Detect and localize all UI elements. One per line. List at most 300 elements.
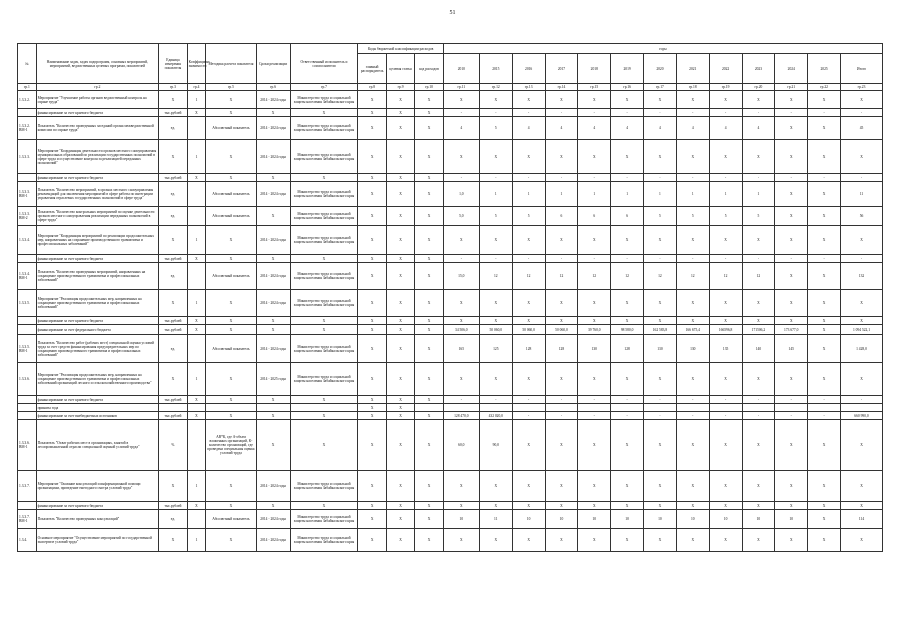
table-cell: - [709,396,742,404]
table-cell: X [611,502,644,510]
table-cell: - [840,396,882,404]
table-cell: 50 060,0 [479,325,512,335]
table-cell: X [290,396,358,404]
table-cell: X [358,502,386,510]
row-code [18,325,37,335]
table-cell: - [479,255,512,263]
table-cell: X [545,226,578,255]
header-total: Итого [840,54,882,84]
table-cell: 5 [742,207,775,226]
table-cell: X [358,529,386,552]
table-cell: X [578,91,611,109]
table-cell: X [256,502,290,510]
table-cell: - [611,109,644,117]
table-cell: Абсолютный показатель [206,335,256,363]
table-cell: X [386,140,414,174]
table-cell: - [512,174,545,182]
table-cell: % [159,420,187,471]
table-cell: X [415,317,443,325]
row-code: 1.3.3.6. [18,363,37,396]
table-cell: X [159,226,187,255]
column-number: гр.14 [545,84,578,91]
table-cell: X [386,502,414,510]
table-cell: - [676,109,709,117]
table-cell: X [290,109,358,117]
column-number: гр.19 [709,84,742,91]
header-year: 2016 [512,54,545,84]
table-cell: X [358,207,386,226]
table-cell: - [578,109,611,117]
table-row [18,471,883,502]
table-cell: X [206,502,256,510]
column-number: гр.10 [415,84,443,91]
table-cell: X [415,412,443,420]
table-cell: X [611,140,644,174]
table-row [18,109,883,117]
table-cell: тыс.рублей [159,109,187,117]
table-cell [187,510,206,529]
table-cell: 130 [578,335,611,363]
table-cell: 128 470,0 [443,412,479,420]
header-unit: Единица измерения показателя [159,44,187,84]
table-cell: X [358,335,386,363]
row-title: Мероприятие "Координация мероприятий по реализации продолжительных мер, направленных на сохранение производственного травматизма и профессиональных заболеваний" [36,226,159,255]
table-cell: Министерство труда и социальной защиты населения Забайкальского края [290,226,358,255]
table-cell: 166596,8 [709,325,742,335]
header-kbk-grbs: главный распорядитель [358,54,386,84]
table-cell: X [443,140,479,174]
table-cell: X [676,226,709,255]
table-cell: 12 [676,263,709,290]
table-cell: X [443,471,479,502]
table-cell: 125 [479,335,512,363]
row-title: Показатель "Количество контрольных мероприятий по оценке деятельности органов местного самоуправления реализации переданных полномочий в сфере труда" [36,207,159,226]
table-cell: - [512,255,545,263]
table-cell: X [512,91,545,109]
table-cell: X [840,140,882,174]
table-cell: 4 [512,117,545,140]
table-cell: X [676,529,709,552]
table-cell: 1 [187,290,206,317]
table-cell: 10 [709,510,742,529]
table-cell: X [545,471,578,502]
table-cell: - [443,255,479,263]
table-cell: 166 675,4 [676,325,709,335]
table-cell: X [443,226,479,255]
table-cell [187,335,206,363]
table-cell: X [386,404,414,412]
table-cell: - [742,412,775,420]
table-cell: 12 [545,263,578,290]
column-number: гр.21 [775,84,808,91]
table-cell: X [415,263,443,290]
table-cell: 5,0 [443,207,479,226]
table-cell: X [159,91,187,109]
table-cell: X [808,91,841,109]
table-cell: X [415,420,443,471]
table-cell: X [386,363,414,396]
table-cell: X [479,471,512,502]
table-cell: - [840,255,882,263]
table-cell [840,404,882,412]
table-cell: - [775,412,808,420]
table-cell: 12 [644,263,677,290]
table-cell: - [611,255,644,263]
table-cell: X [512,420,545,471]
header-year: 2019 [611,54,644,84]
table-cell: X [443,529,479,552]
table-cell: 11 [840,182,882,207]
table-cell: X [676,290,709,317]
table-cell: 1 [709,182,742,207]
table-cell: 1 [187,529,206,552]
table-cell: X [415,255,443,263]
table-cell: - [443,174,479,182]
table-cell: 60,0 [443,420,479,471]
table-cell: X [443,363,479,396]
header-num: № [18,44,37,84]
table-cell: ед. [159,263,187,290]
table-cell: X [545,317,578,325]
table-cell: X [775,117,808,140]
table-cell: X [358,182,386,207]
table-cell: X [512,140,545,174]
table-cell: X [187,325,206,335]
table-cell: 2014 - 2024 годы [256,263,290,290]
table-cell: X [611,290,644,317]
header-name: Наименование задач, задач подпрограмм, основных мероприятий, мероприятий, ведомственных целевых программ, показателей [36,44,159,84]
table-cell: X [415,363,443,396]
table-cell: Министерство труда и социальной защиты населения Забайкальского края [290,290,358,317]
column-number: гр.8 [358,84,386,91]
table-cell: X [415,471,443,502]
table-cell: X [290,412,358,420]
table-row [18,317,883,325]
table-cell: X [206,109,256,117]
table-cell: - [479,109,512,117]
table-cell: X [808,140,841,174]
table-cell: X [709,529,742,552]
table-cell: X [676,91,709,109]
row-code [18,502,37,510]
row-code: 1.3.3.3. ВМ-2 [18,207,37,226]
table-cell: 660 990,0 [840,412,882,420]
table-cell: X [386,174,414,182]
table-cell: - [775,255,808,263]
row-code: 1.3.3.2. [18,91,37,109]
column-number-row [18,84,883,91]
table-cell: X [415,335,443,363]
table-cell [709,404,742,412]
table-cell: - [709,109,742,117]
table-cell: X [578,140,611,174]
table-cell: 1 [187,91,206,109]
table-cell: X [775,140,808,174]
table-cell: X [808,420,841,471]
row-title: финансирование за счет федерального бюджета [36,325,159,335]
table-row [18,335,883,363]
table-cell: Министерство труда и социальной защиты населения Забайкальского края [290,117,358,140]
table-cell: - [709,174,742,182]
table-cell: X [709,502,742,510]
table-cell: - [479,174,512,182]
table-cell: X [808,471,841,502]
table-cell: Министерство труда и социальной защиты населения Забайкальского края [290,471,358,502]
table-cell: X [775,226,808,255]
table-cell: Министерство труда и социальной защиты населения Забайкальского края [290,529,358,552]
table-cell: X [290,255,358,263]
table-cell: Абсолютный показатель [206,117,256,140]
table-cell: 1 [742,182,775,207]
table-cell: X [742,226,775,255]
table-cell: - [742,174,775,182]
table-cell: X [775,317,808,325]
table-cell: X [578,363,611,396]
table-cell: X [256,396,290,404]
table-cell: X [206,363,256,396]
table-cell: X [808,117,841,140]
table-cell: 5 [512,207,545,226]
row-code: 1.3.3.6. ВМ-1 [18,420,37,471]
header-year: 2020 [644,54,677,84]
row-title: Основное мероприятие "Осуществление мероприятий по государственной экспертизе условий труда" [36,529,159,552]
table-cell [775,404,808,412]
column-number: гр.4 [187,84,206,91]
row-code: 1.3.3.2. ВМ-1 [18,117,37,140]
row-title: Мероприятие "Реализация продолжительных мер, направленных на сокращение производственного травматизма и профессиональных заболеваний организаций лесного и сельскохозяйственного производства" [36,363,159,396]
table-cell: - [644,396,677,404]
table-cell: - [775,174,808,182]
table-cell: X [808,263,841,290]
table-cell: X [840,471,882,502]
table-cell: - [840,174,882,182]
row-title: Мероприятие "Оказание консультаций и информационной помощи организациям, проведение ежегодного смотра условий труда" [36,471,159,502]
table-cell: 2014 - 2024 годы [256,117,290,140]
table-cell: X [676,140,709,174]
table-cell: ед. [159,117,187,140]
table-cell: X [840,529,882,552]
header-year: 2010 [443,54,479,84]
table-cell: X [386,420,414,471]
table-row [18,510,883,529]
table-cell: 1,0 [443,182,479,207]
table-cell: X [386,91,414,109]
table-cell: - [808,109,841,117]
table-cell: X [742,363,775,396]
table-cell: X [840,226,882,255]
table-cell: 128 [611,335,644,363]
table-cell: 10 [611,510,644,529]
table-cell: ед. [159,182,187,207]
table-cell: X [808,290,841,317]
table-cell: Министерство труда и социальной защиты населения Забайкальского края [290,510,358,529]
table-cell: X [775,91,808,109]
table-cell: X [512,290,545,317]
table-cell: X [676,363,709,396]
table-cell: X [415,109,443,117]
table-cell: тыс.рублей [159,317,187,325]
table-cell: X [386,263,414,290]
table-cell: X [415,207,443,226]
header-years-group: годы [443,44,882,54]
table-cell: X [290,502,358,510]
table-cell: X [775,363,808,396]
column-number: гр.17 [644,84,677,91]
table-cell: X [187,317,206,325]
table-cell: X [187,502,206,510]
table-cell: X [644,420,677,471]
table-cell: тыс.рублей [159,502,187,510]
table-cell: X [479,317,512,325]
table-cell: X [644,91,677,109]
table-cell [644,404,677,412]
table-cell: X [676,502,709,510]
column-number: гр.2 [36,84,159,91]
table-cell: X [206,290,256,317]
table-cell: X [386,325,414,335]
table-cell: X [808,207,841,226]
table-cell: X [808,510,841,529]
table-cell: 1 [187,226,206,255]
table-cell: 10 [775,510,808,529]
header-kbk-target: целевая статья [386,54,414,84]
column-number: гр.13 [512,84,545,91]
table-cell: X [709,471,742,502]
table-cell [290,404,358,412]
table-cell: X [742,91,775,109]
table-cell: 173 677,0 [775,325,808,335]
table-cell [578,404,611,412]
row-title: финансирование за счет краевого бюджета [36,502,159,510]
table-cell: X [545,363,578,396]
table-cell: ед. [159,207,187,226]
table-cell: 1 [187,363,206,396]
row-code: 1.3.3.3. [18,140,37,174]
table-cell [187,404,206,412]
table-cell: - [676,255,709,263]
table-cell: X [159,290,187,317]
table-cell: - [644,412,677,420]
table-cell: 1 [578,182,611,207]
table-cell: X [159,140,187,174]
table-cell: X [358,471,386,502]
table-cell: X [358,290,386,317]
table-cell: 4 [709,117,742,140]
table-cell: X [256,207,290,226]
table-cell: ед. [159,510,187,529]
column-number: гр.12 [479,84,512,91]
table-cell: X [578,529,611,552]
page-number: 51 [449,10,456,16]
table-cell: 5 [479,207,512,226]
table-cell: X [290,325,358,335]
row-code: 1.3.3.7. [18,471,37,502]
table-cell: X [644,363,677,396]
table-cell: 114 [840,510,882,529]
table-cell: 140 [742,335,775,363]
row-title: финансирование за счет краевого бюджета [36,317,159,325]
table-cell [443,404,479,412]
table-cell: - [709,412,742,420]
table-cell: X [808,363,841,396]
table-cell: 10 [545,510,578,529]
table-cell: 10 [443,510,479,529]
table-cell: X [709,226,742,255]
table-cell [187,182,206,207]
column-number: гр.6 [256,84,290,91]
table-cell: X [443,91,479,109]
table-cell: 145 [775,335,808,363]
table-cell: X [545,420,578,471]
table-cell: X [840,363,882,396]
table-row [18,529,883,552]
table-cell: 1 [187,140,206,174]
table-cell: X [358,363,386,396]
table-cell: X [256,420,290,471]
table-cell: X [386,529,414,552]
row-code [18,412,37,420]
table-cell: - [644,109,677,117]
table-row [18,396,883,404]
table-cell: - [742,109,775,117]
table-cell: X [415,290,443,317]
row-code [18,174,37,182]
table-cell: 6 [545,207,578,226]
table-cell: X [742,529,775,552]
table-cell: X [545,91,578,109]
table-cell: X [159,363,187,396]
column-number: гр.1 [18,84,37,91]
table-cell [512,404,545,412]
table-cell: 2014 - 2024 годы [256,91,290,109]
table-cell: X [709,363,742,396]
table-cell: 130 [644,335,677,363]
table-cell: - [676,174,709,182]
table-cell: X [159,471,187,502]
table-cell: Министерство труда и социальной защиты населения Забайкальского края [290,182,358,207]
table-row [18,263,883,290]
row-title: Мероприятие "Координация деятельности органов местного самоуправления муниципальных образований по реализации государственных полномочий в сфере труда и осуществление контроля за реализацией переданных полномочий" [36,140,159,174]
table-cell: X [206,325,256,335]
table-cell: X [644,290,677,317]
table-cell [206,404,256,412]
table-cell: 2014 - 2024 годы [256,471,290,502]
table-cell: X [840,420,882,471]
table-cell: - [512,396,545,404]
table-cell: X [808,317,841,325]
table-cell: 12 [578,263,611,290]
table-row [18,117,883,140]
table-cell: X [545,502,578,510]
table-cell: - [545,396,578,404]
table-cell: 4 [578,117,611,140]
table-cell: X [512,471,545,502]
row-title: финансирование за счет краевого бюджета [36,255,159,263]
table-cell [611,404,644,412]
table-cell: - [775,109,808,117]
table-cell: X [415,529,443,552]
table-cell: - [808,255,841,263]
table-cell: X [578,471,611,502]
table-cell: 1 428,0 [840,335,882,363]
table-row [18,502,883,510]
table-cell: 432 020,0 [479,412,512,420]
table-cell: X [206,174,256,182]
column-number: гр.22 [808,84,841,91]
column-number: гр.16 [611,84,644,91]
table-cell: X [545,529,578,552]
table-cell: X [479,226,512,255]
